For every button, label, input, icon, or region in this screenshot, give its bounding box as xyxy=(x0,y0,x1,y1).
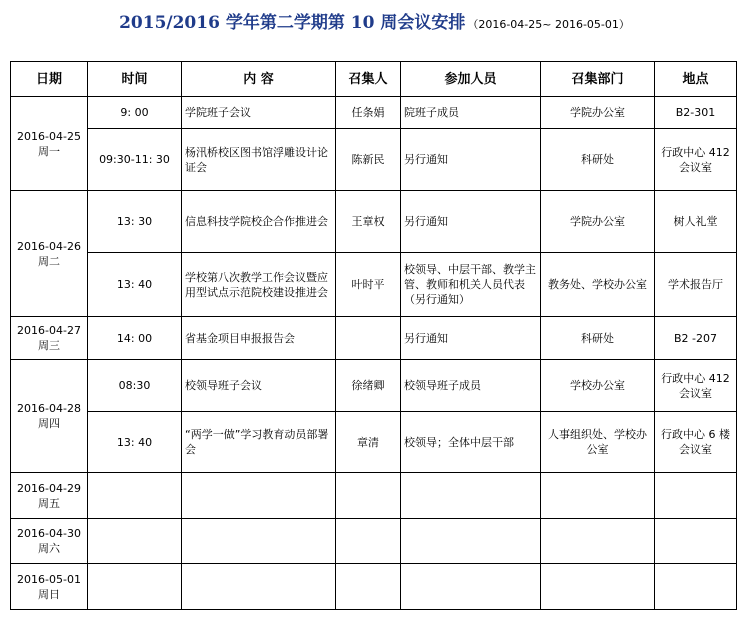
convener-cell xyxy=(336,317,401,360)
weekday-text: 周二 xyxy=(38,254,60,268)
content-cell: 信息科技学院校企合作推进会 xyxy=(182,191,336,253)
empty-cell xyxy=(182,473,336,519)
table-row xyxy=(11,97,737,129)
time-cell: 08:30 xyxy=(88,360,182,412)
department-cell: 学院办公室 xyxy=(541,97,655,129)
department-cell: 教务处、学校办公室 xyxy=(541,253,655,317)
weekday-text: 周日 xyxy=(38,587,60,601)
header-date: 日期 xyxy=(11,62,88,97)
empty-cell xyxy=(88,564,182,610)
header-time: 时间 xyxy=(88,62,182,97)
empty-cell xyxy=(655,473,737,519)
empty-cell xyxy=(541,473,655,519)
attendees-cell: 另行通知 xyxy=(401,191,541,253)
content-cell: 学院班子会议 xyxy=(182,97,336,129)
empty-cell xyxy=(541,519,655,564)
table-row xyxy=(11,564,737,610)
empty-cell xyxy=(182,519,336,564)
convener-cell: 王章权 xyxy=(336,191,401,253)
table-row xyxy=(11,473,737,519)
weekday-text: 周三 xyxy=(38,339,60,352)
content-cell: 校领导班子会议 xyxy=(182,360,336,412)
weekday-text: 周五 xyxy=(38,496,60,510)
date-text: 2016-04-25 xyxy=(17,129,81,143)
empty-cell xyxy=(655,564,737,610)
header-department: 召集部门 xyxy=(541,62,655,97)
attendees-cell: 校领导班子成员 xyxy=(401,360,541,412)
time-cell: 9: 00 xyxy=(88,97,182,129)
department-cell: 学校办公室 xyxy=(541,360,655,412)
time-cell: 09:30-11: 30 xyxy=(88,129,182,191)
convener-cell: 章清 xyxy=(336,412,401,473)
time-cell: 13: 40 xyxy=(88,253,182,317)
attendees-cell: 另行通知 xyxy=(401,317,541,360)
date-text: 2016-04-28 xyxy=(17,402,81,415)
location-cell: 行政中心 412 会议室 xyxy=(655,129,737,191)
table-row xyxy=(11,253,737,317)
date-text: 2016-04-27 xyxy=(17,324,81,337)
date-cell xyxy=(11,97,88,191)
department-cell: 人事组织处、学校办公室 xyxy=(541,412,655,473)
time-cell: 13: 40 xyxy=(88,412,182,473)
date-cell xyxy=(11,360,88,473)
empty-cell xyxy=(336,473,401,519)
location-cell: 行政中心 412 会议室 xyxy=(655,360,737,412)
weekday-text: 周六 xyxy=(38,542,60,555)
convener-cell: 任条娟 xyxy=(336,97,401,129)
empty-cell xyxy=(182,564,336,610)
weekday-text: 周四 xyxy=(38,417,60,430)
schedule-table xyxy=(10,61,737,610)
location-cell: 行政中心 6 楼会议室 xyxy=(655,412,737,473)
department-cell: 科研处 xyxy=(541,129,655,191)
table-row xyxy=(11,129,737,191)
date-text: 2016-04-30 xyxy=(17,527,81,540)
content-cell: 杨汛桥校区图书馆浮雕设计论证会 xyxy=(182,129,336,191)
header-convener: 召集人 xyxy=(336,62,401,97)
empty-cell xyxy=(541,564,655,610)
convener-cell: 叶时平 xyxy=(336,253,401,317)
date-text: 2016-04-29 xyxy=(17,481,81,495)
attendees-cell: 校领导、中层干部、教学主管、教师和机关人员代表（另行通知） xyxy=(401,253,541,317)
convener-cell: 徐绪卿 xyxy=(336,360,401,412)
empty-cell xyxy=(336,564,401,610)
table-row xyxy=(11,191,737,253)
header-attendees: 参加人员 xyxy=(401,62,541,97)
date-cell xyxy=(11,317,88,360)
empty-cell xyxy=(655,519,737,564)
table-row xyxy=(11,360,737,412)
empty-cell xyxy=(88,473,182,519)
header-row xyxy=(11,62,737,97)
empty-cell xyxy=(88,519,182,564)
attendees-cell: 院班子成员 xyxy=(401,97,541,129)
empty-cell xyxy=(401,564,541,610)
department-cell: 科研处 xyxy=(541,317,655,360)
time-cell: 13: 30 xyxy=(88,191,182,253)
table-row xyxy=(11,317,737,360)
attendees-cell: 校领导；全体中层干部 xyxy=(401,412,541,473)
title-date-range: （2016-04-25~ 2016-05-01） xyxy=(467,18,630,31)
location-cell: 学术报告厅 xyxy=(655,253,737,317)
date-text: 2016-04-26 xyxy=(17,239,81,253)
content-cell: 省基金项目申报报告会 xyxy=(182,317,336,360)
date-text: 2016-05-01 xyxy=(17,572,81,586)
title-main: 2015/2016 学年第二学期第 10 周会议安排 xyxy=(119,13,466,33)
content-cell: “两学一做”学习教育动员部署会 xyxy=(182,412,336,473)
empty-cell xyxy=(401,519,541,564)
location-cell: B2 -207 xyxy=(655,317,737,360)
page-title xyxy=(0,8,749,33)
content-cell: 学校第八次教学工作会议暨应用型试点示范院校建设推进会 xyxy=(182,253,336,317)
department-cell: 学院办公室 xyxy=(541,191,655,253)
location-cell: 树人礼堂 xyxy=(655,191,737,253)
date-cell xyxy=(11,191,88,317)
date-cell xyxy=(11,519,88,564)
table-row xyxy=(11,519,737,564)
header-location: 地点 xyxy=(655,62,737,97)
empty-cell xyxy=(336,519,401,564)
header-content: 内 容 xyxy=(182,62,336,97)
convener-cell: 陈新民 xyxy=(336,129,401,191)
time-cell: 14: 00 xyxy=(88,317,182,360)
date-cell xyxy=(11,473,88,519)
date-cell xyxy=(11,564,88,610)
location-cell: B2-301 xyxy=(655,97,737,129)
table-row xyxy=(11,412,737,473)
weekday-text: 周一 xyxy=(38,144,60,158)
empty-cell xyxy=(401,473,541,519)
attendees-cell: 另行通知 xyxy=(401,129,541,191)
